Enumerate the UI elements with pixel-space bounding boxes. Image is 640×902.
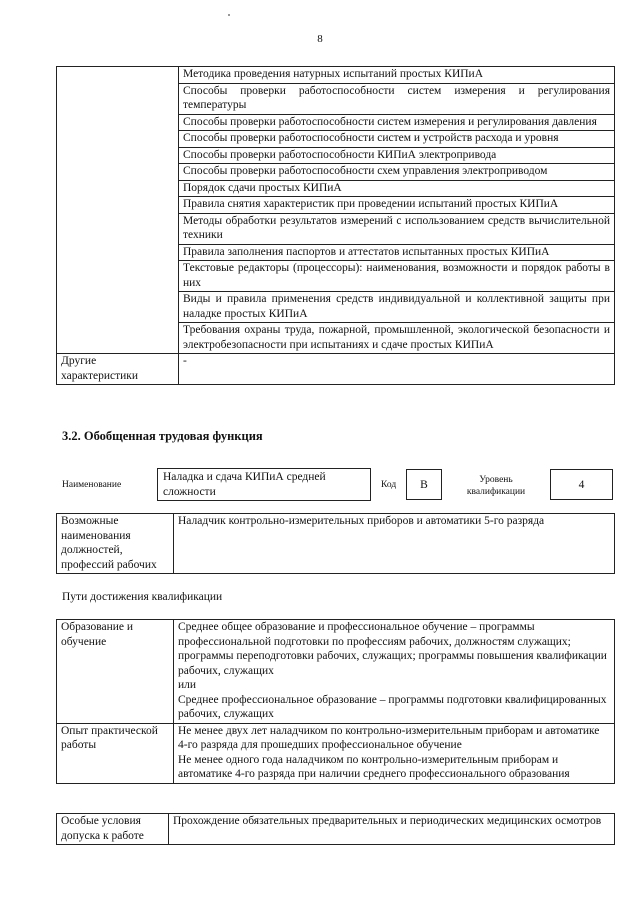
code-value: B [420,479,428,491]
name-value-box [157,468,371,501]
knowledge-item: Виды и правила применения средств индивидуальной и коллективной защиты при наладке простых КИПиА [179,292,615,323]
knowledge-item: Требования охраны труда, пожарной, промышленной, экологической безопасности и электробезопасности при испытаниях и сдаче простых КИПиА [179,323,615,354]
knowledge-item: Правила снятия характеристик при проведении испытаний простых КИПиА [179,197,615,214]
knowledge-item: Способы проверки работоспособности КИПиА электропривода [179,147,615,164]
special-value: Прохождение обязательных предварительных и периодических медицинских осмотров [169,814,615,845]
special-conditions-table [56,813,615,845]
positions-label: Возможные наименования должностей, профессий рабочих [57,514,174,574]
knowledge-item: Текстовые редакторы (процессоры): наименования, возможности и порядок работы в них [179,261,615,292]
knowledge-item: Способы проверки работоспособности схем управления электроприводом [179,164,615,181]
knowledge-item: Способы проверки работоспособности систем измерения и регулирования давления [179,114,615,131]
knowledge-item: Порядок сдачи простых КИПиА [179,180,615,197]
positions-table [56,513,615,574]
other-characteristics-row [57,354,615,385]
section-title: 3.2. Обобщенная трудовая функция [62,429,263,443]
education-line: Среднее профессиональное образование – программы подготовки квалифицированных рабочих, служащих [178,693,607,720]
experience-line: Не менее двух лет наладчиком по контрольно-измерительным приборам и автоматике 4-го разряда для прошедших профессиональное обучение [178,724,600,751]
other-characteristics-label: Другие характеристики [57,354,179,385]
level-value: 4 [578,479,585,491]
experience-value [174,723,615,783]
name-label: Наименование [62,480,122,490]
knowledge-label-cell [57,67,179,354]
education-line: Среднее общее образование и профессиональное обучение – программы профессиональной подготовки по профессиям рабочих, должностям служащих; программы переподготовки рабочих, служащих; программы повышения квалификации рабочих, служащих [178,621,607,677]
knowledge-item: Методы обработки результатов измерений с использованием средств вычислительной техники [179,213,615,244]
education-label: Образование и обучение [57,620,174,724]
name-value: Наладка и сдача КИПиА средней сложности [163,471,326,498]
education-line: или [178,679,197,691]
positions-value: Наладчик контрольно-измерительных приборов и автоматики 5-го разряда [174,514,615,574]
knowledge-item: Методика проведения натурных испытаний простых КИПиА [179,67,615,84]
level-value-box [550,469,613,500]
special-label: Особые условия допуска к работе [57,814,169,845]
knowledge-item: Способы проверки работоспособности систем измерения и регулирования температуры [179,83,615,114]
scan-speck [228,14,230,16]
level-label-line2: квалификации [466,487,526,497]
code-label: Код [381,480,397,490]
page-number: 8 [317,33,323,45]
education-value [174,620,615,724]
experience-label: Опыт практической работы [57,723,174,783]
paths-title: Пути достижения квалификации [62,591,223,603]
level-label-line1: Уровень [479,475,513,485]
knowledge-table [56,66,615,385]
qualification-table [56,619,615,784]
knowledge-item: Способы проверки работоспособности систем и устройств расхода и уровня [179,131,615,148]
experience-line: Не менее одного года наладчиком по контрольно-измерительным приборам и автоматике 4-го разряда при наличии среднего профессионального образования [178,753,570,780]
level-label [458,474,534,498]
knowledge-row [57,67,615,84]
knowledge-item: Правила заполнения паспортов и аттестатов испытанных простых КИПиА [179,244,615,261]
code-value-box [406,469,442,500]
other-characteristics-value: - [179,354,615,385]
